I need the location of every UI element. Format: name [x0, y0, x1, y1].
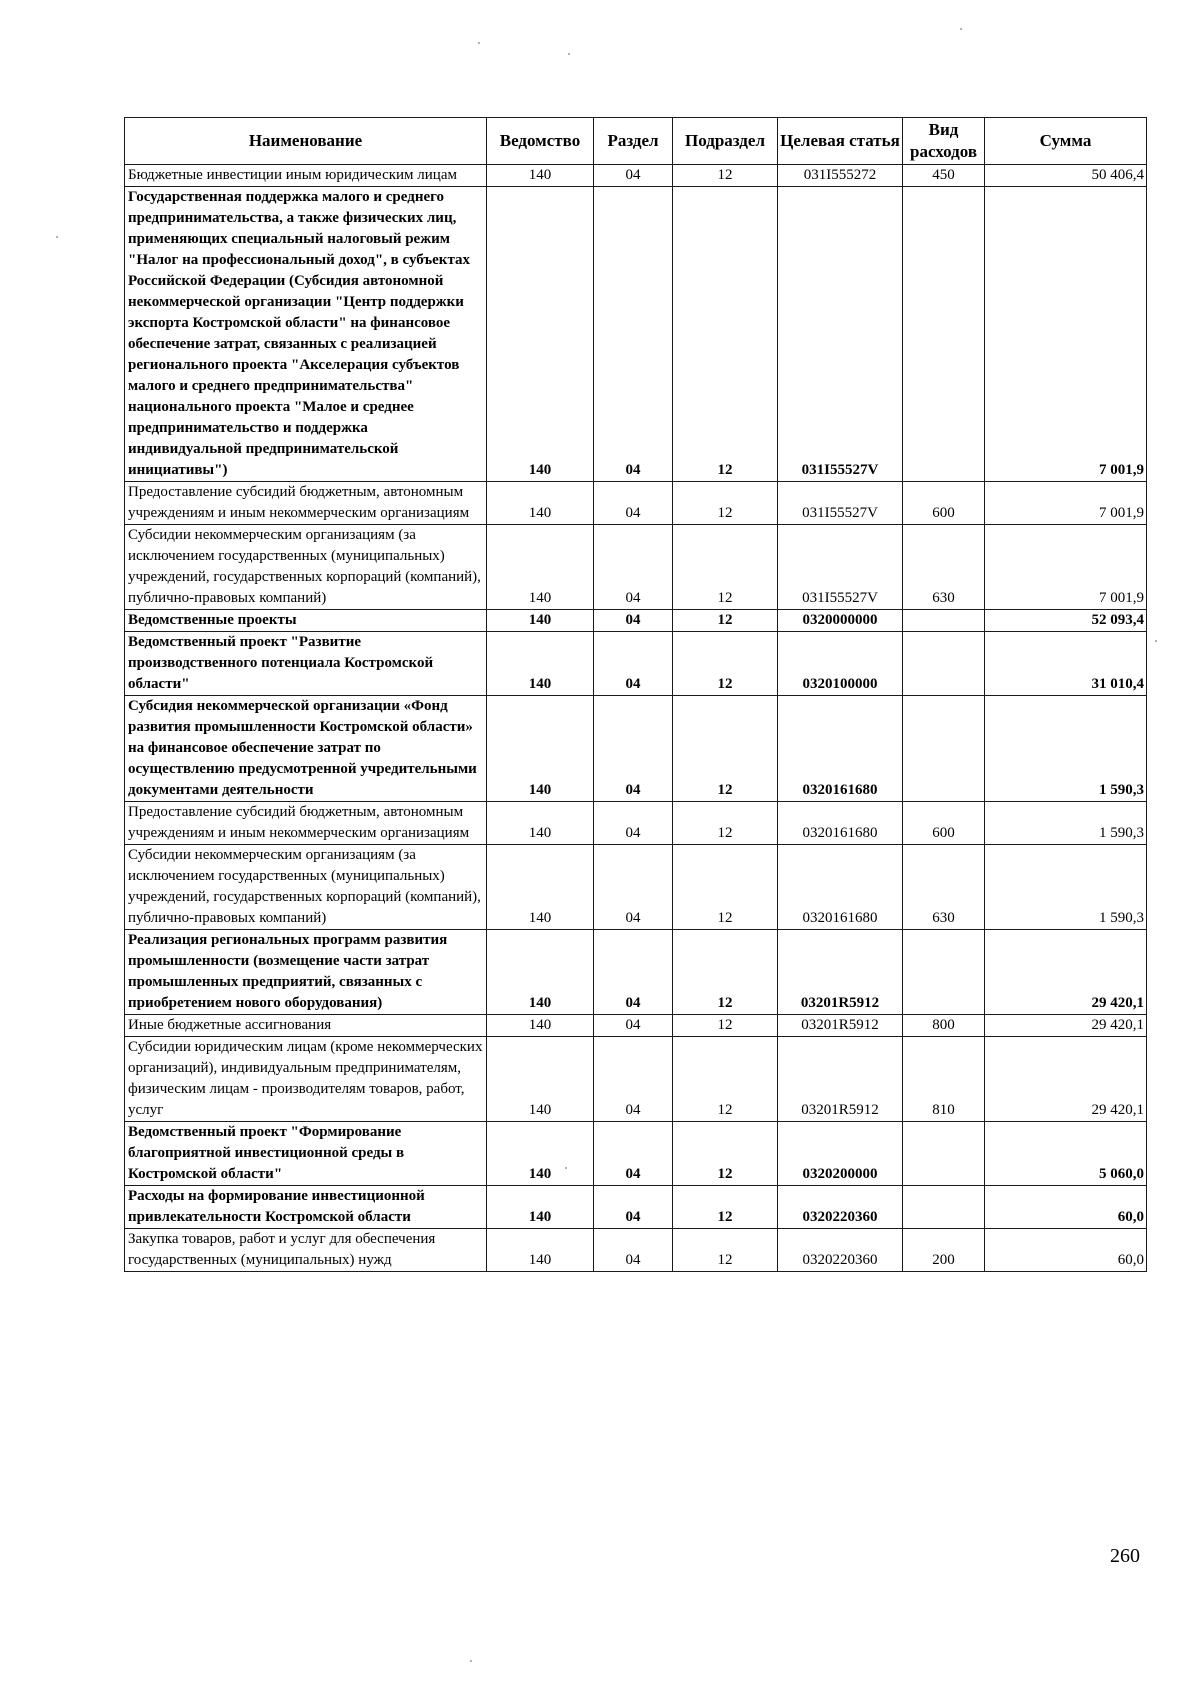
cell-sum: 50 406,4 [985, 165, 1147, 187]
cell-name: Закупка товаров, работ и услуг для обеспечения государственных (муниципальных) нужд [125, 1229, 487, 1272]
cell-expense-type: 630 [903, 525, 985, 610]
cell-expense-type [903, 632, 985, 696]
cell-section: 04 [594, 845, 673, 930]
cell-expense-type: 600 [903, 482, 985, 525]
cell-name: Иные бюджетные ассигнования [125, 1015, 487, 1037]
cell-subsection: 12 [673, 1122, 778, 1186]
table-row [125, 165, 1147, 187]
cell-expense-type [903, 930, 985, 1015]
cell-target-article: 0320100000 [778, 632, 903, 696]
cell-sum: 29 420,1 [985, 1037, 1147, 1122]
cell-name: Субсидии некоммерческим организациям (за исключением государственных (муниципальных) учреждений, государственных корпораций (компаний), публично-правовых компаний) [125, 845, 487, 930]
cell-department: 140 [487, 1186, 594, 1229]
cell-department: 140 [487, 187, 594, 482]
cell-department: 140 [487, 802, 594, 845]
cell-subsection: 12 [673, 1015, 778, 1037]
cell-target-article: 0320161680 [778, 845, 903, 930]
cell-expense-type [903, 187, 985, 482]
table-row [125, 696, 1147, 802]
cell-expense-type: 810 [903, 1037, 985, 1122]
cell-expense-type: 630 [903, 845, 985, 930]
header-sum: Сумма [985, 118, 1147, 165]
cell-department: 140 [487, 482, 594, 525]
cell-name: Расходы на формирование инвестиционной привлекательности Костромской области [125, 1186, 487, 1229]
cell-department: 140 [487, 845, 594, 930]
cell-section: 04 [594, 1037, 673, 1122]
cell-name: Реализация региональных программ развития промышленности (возмещение части затрат промышленных предприятий, связанных с приобретением нового оборудования) [125, 930, 487, 1015]
cell-name: Предоставление субсидий бюджетным, автономным учреждениям и иным некоммерческим организациям [125, 802, 487, 845]
cell-expense-type: 600 [903, 802, 985, 845]
cell-department: 140 [487, 696, 594, 802]
cell-name: Государственная поддержка малого и среднего предпринимательства, а также физических лиц, применяющих специальный налоговый режим "Налог на профессиональный доход", в субъектах Российской Федерации (Субсидия автономной некоммерческой организации "Центр поддержки экспорта Костромской области" на финансовое обеспечение затрат, связанных с реализацией регионального проекта "Акселерация субъектов малого и среднего предпринимательства" национального проекта "Малое и среднее предпринимательство и поддержка индивидуальной предпринимательской инициативы") [125, 187, 487, 482]
scan-speck [478, 42, 480, 44]
table-row [125, 1229, 1147, 1272]
cell-sum: 60,0 [985, 1229, 1147, 1272]
cell-subsection: 12 [673, 696, 778, 802]
cell-name: Ведомственный проект "Развитие производственного потенциала Костромской области" [125, 632, 487, 696]
cell-section: 04 [594, 482, 673, 525]
cell-sum: 1 590,3 [985, 802, 1147, 845]
cell-sum: 7 001,9 [985, 482, 1147, 525]
cell-name: Субсидия некоммерческой организации «Фонд развития промышленности Костромской области» на финансовое обеспечение затрат по осуществлению предусмотренной учредительными документами деятельности [125, 696, 487, 802]
cell-subsection: 12 [673, 1037, 778, 1122]
cell-name: Ведомственный проект "Формирование благоприятной инвестиционной среды в Костромской области" [125, 1122, 487, 1186]
header-expense-type: Вид расходов [903, 118, 985, 165]
table-row [125, 802, 1147, 845]
cell-target-article: 0320161680 [778, 802, 903, 845]
cell-department: 140 [487, 1037, 594, 1122]
table-row [125, 1186, 1147, 1229]
cell-section: 04 [594, 610, 673, 632]
cell-name: Ведомственные проекты [125, 610, 487, 632]
cell-subsection: 12 [673, 525, 778, 610]
cell-expense-type [903, 610, 985, 632]
scan-speck [56, 236, 58, 238]
table-row [125, 1122, 1147, 1186]
cell-section: 04 [594, 696, 673, 802]
table-header-row [125, 118, 1147, 165]
cell-subsection: 12 [673, 930, 778, 1015]
cell-expense-type [903, 1122, 985, 1186]
cell-target-article: 0320000000 [778, 610, 903, 632]
header-name: Наименование [125, 118, 487, 165]
cell-target-article: 03201R5912 [778, 1037, 903, 1122]
cell-section: 04 [594, 187, 673, 482]
budget-table [124, 117, 1147, 1272]
cell-section: 04 [594, 632, 673, 696]
cell-subsection: 12 [673, 845, 778, 930]
cell-department: 140 [487, 1122, 594, 1186]
cell-section: 04 [594, 930, 673, 1015]
cell-department: 140 [487, 930, 594, 1015]
scan-speck [1155, 640, 1157, 642]
cell-expense-type [903, 1186, 985, 1229]
cell-target-article: 031I55527V [778, 525, 903, 610]
cell-target-article: 0320220360 [778, 1186, 903, 1229]
cell-sum: 7 001,9 [985, 187, 1147, 482]
scan-speck [470, 1660, 472, 1662]
scan-speck [568, 53, 570, 55]
scan-speck [565, 1167, 567, 1169]
cell-name: Субсидии некоммерческим организациям (за исключением государственных (муниципальных) учреждений, государственных корпораций (компаний), публично-правовых компаний) [125, 525, 487, 610]
header-department: Ведомство [487, 118, 594, 165]
cell-section: 04 [594, 1015, 673, 1037]
cell-target-article: 031I55527V [778, 187, 903, 482]
cell-section: 04 [594, 1186, 673, 1229]
table-row [125, 187, 1147, 482]
cell-department: 140 [487, 632, 594, 696]
header-target-article: Целевая статья [778, 118, 903, 165]
table-body [125, 165, 1147, 1272]
cell-subsection: 12 [673, 610, 778, 632]
cell-subsection: 12 [673, 187, 778, 482]
cell-section: 04 [594, 525, 673, 610]
cell-name: Предоставление субсидий бюджетным, автономным учреждениям и иным некоммерческим организациям [125, 482, 487, 525]
cell-subsection: 12 [673, 1229, 778, 1272]
cell-target-article: 031I555272 [778, 165, 903, 187]
cell-department: 140 [487, 525, 594, 610]
cell-subsection: 12 [673, 802, 778, 845]
table-row [125, 1015, 1147, 1037]
cell-sum: 5 060,0 [985, 1122, 1147, 1186]
cell-subsection: 12 [673, 632, 778, 696]
cell-subsection: 12 [673, 1186, 778, 1229]
table-row [125, 1037, 1147, 1122]
cell-section: 04 [594, 1229, 673, 1272]
cell-target-article: 03201R5912 [778, 930, 903, 1015]
table-row [125, 930, 1147, 1015]
cell-sum: 60,0 [985, 1186, 1147, 1229]
cell-subsection: 12 [673, 165, 778, 187]
cell-target-article: 0320161680 [778, 696, 903, 802]
cell-department: 140 [487, 165, 594, 187]
cell-sum: 31 010,4 [985, 632, 1147, 696]
cell-department: 140 [487, 1015, 594, 1037]
table-row [125, 525, 1147, 610]
cell-section: 04 [594, 1122, 673, 1186]
cell-sum: 1 590,3 [985, 696, 1147, 802]
table-row [125, 482, 1147, 525]
header-section: Раздел [594, 118, 673, 165]
cell-name: Бюджетные инвестиции иным юридическим лицам [125, 165, 487, 187]
cell-department: 140 [487, 1229, 594, 1272]
cell-section: 04 [594, 165, 673, 187]
cell-target-article: 0320220360 [778, 1229, 903, 1272]
scan-speck [960, 28, 962, 30]
table-row [125, 632, 1147, 696]
cell-target-article: 031I55527V [778, 482, 903, 525]
cell-name: Субсидии юридическим лицам (кроме некоммерческих организаций), индивидуальным предпринимателям, физическим лицам - производителям товаров, работ, услуг [125, 1037, 487, 1122]
cell-expense-type: 200 [903, 1229, 985, 1272]
cell-target-article: 0320200000 [778, 1122, 903, 1186]
cell-expense-type: 800 [903, 1015, 985, 1037]
cell-expense-type [903, 696, 985, 802]
table-row [125, 610, 1147, 632]
cell-department: 140 [487, 610, 594, 632]
cell-sum: 29 420,1 [985, 1015, 1147, 1037]
cell-target-article: 03201R5912 [778, 1015, 903, 1037]
cell-sum: 29 420,1 [985, 930, 1147, 1015]
cell-subsection: 12 [673, 482, 778, 525]
cell-sum: 1 590,3 [985, 845, 1147, 930]
cell-expense-type: 450 [903, 165, 985, 187]
page-number: 260 [1110, 1545, 1140, 1567]
table-row [125, 845, 1147, 930]
cell-section: 04 [594, 802, 673, 845]
header-subsection: Подраздел [673, 118, 778, 165]
cell-sum: 52 093,4 [985, 610, 1147, 632]
cell-sum: 7 001,9 [985, 525, 1147, 610]
